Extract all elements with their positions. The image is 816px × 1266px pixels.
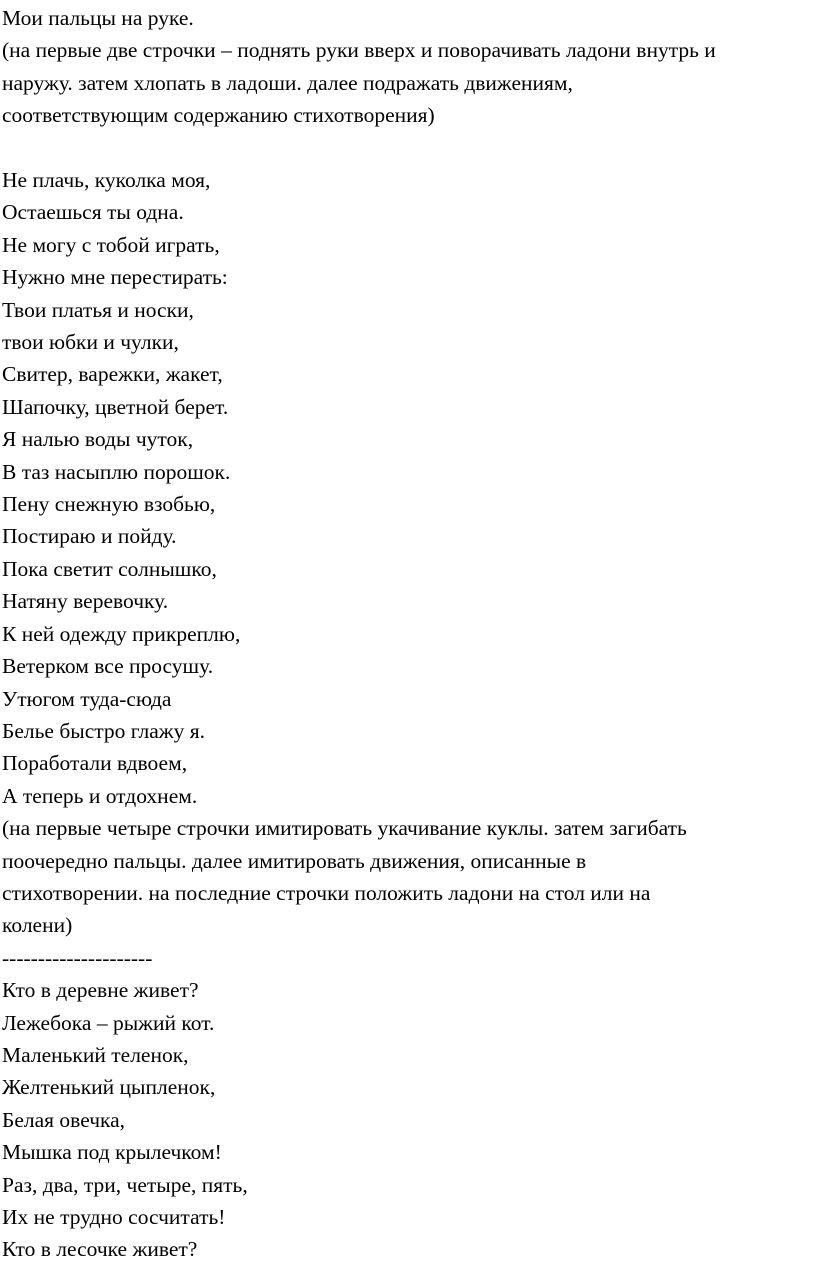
text-line: стихотворении. на последние строчки положить ладони на стол или на bbox=[2, 880, 651, 905]
poem-line: Раз, два, три, четыре, пять, bbox=[2, 1172, 248, 1197]
poem-line: Шапочку, цветной берет. bbox=[2, 394, 229, 419]
poem-line: Свитер, варежки, жакет, bbox=[2, 362, 223, 387]
poem-line: А теперь и отдохнем. bbox=[2, 783, 198, 808]
poem-line: Ветерком все просушу. bbox=[2, 654, 214, 679]
poem-line: Пену снежную взобью, bbox=[2, 492, 216, 517]
poem-line: Их не трудно сосчитать! bbox=[2, 1205, 226, 1230]
poem-village bbox=[2, 974, 814, 1266]
poem-line: Нужно мне перестирать: bbox=[2, 265, 228, 290]
text-line: колени) bbox=[2, 913, 73, 938]
document-title: Мои пальцы на руке. bbox=[2, 6, 194, 30]
poem-line: Кто в лесочке живет? bbox=[2, 1237, 198, 1262]
blank-line bbox=[2, 132, 814, 164]
poem-line: Мышка под крылечком! bbox=[2, 1140, 222, 1165]
text-line: соответствующим содержанию стихотворения) bbox=[2, 103, 435, 128]
poem-line: Натяну веревочку. bbox=[2, 589, 169, 614]
poem-line: Белье быстро глажу я. bbox=[2, 718, 206, 743]
poem-line: Лежебока – рыжий кот. bbox=[2, 1010, 215, 1035]
poem-line: Кто в деревне живет? bbox=[2, 978, 199, 1003]
poem-line: Постираю и пойду. bbox=[2, 524, 177, 549]
text-line: наружу. затем хлопать в ладоши. далее подражать движениям, bbox=[2, 70, 573, 95]
text-line: (на первые две строчки – поднять руки вверх и поворачивать ладони внутрь и bbox=[2, 38, 716, 63]
text-line: (на первые четыре строчки имитировать укачивание куклы. затем загибать bbox=[2, 816, 687, 841]
poem-line: Поработали вдвоем, bbox=[2, 751, 188, 776]
document-body bbox=[2, 2, 814, 1266]
poem-doll bbox=[2, 164, 814, 812]
text-line: поочередно пальцы. далее имитировать движения, описанные в bbox=[2, 848, 587, 873]
poem-line: твои юбки и чулки, bbox=[2, 330, 179, 355]
poem-line: Остаешься ты одна. bbox=[2, 200, 184, 225]
poem-line: Белая овечка, bbox=[2, 1107, 126, 1132]
poem-line: В таз насыплю порошок. bbox=[2, 459, 231, 484]
intro-instructions bbox=[2, 34, 814, 131]
separator-line: --------------------- bbox=[2, 945, 153, 970]
poem-line: Твои платья и носки, bbox=[2, 297, 194, 322]
poem-line: Я налью воды чуток, bbox=[2, 427, 194, 452]
poem-line: Желтенький цыпленок, bbox=[2, 1075, 216, 1100]
poem-line: Маленький теленок, bbox=[2, 1042, 189, 1067]
poem-instructions bbox=[2, 812, 814, 942]
poem-line: Пока светит солнышко, bbox=[2, 556, 217, 581]
poem-line: К ней одежду прикреплю, bbox=[2, 621, 241, 646]
poem-line: Утюгом туда-сюда bbox=[2, 686, 172, 711]
poem-line: Не могу с тобой играть, bbox=[2, 232, 220, 257]
poem-line: Не плачь, куколка моя, bbox=[2, 168, 211, 193]
